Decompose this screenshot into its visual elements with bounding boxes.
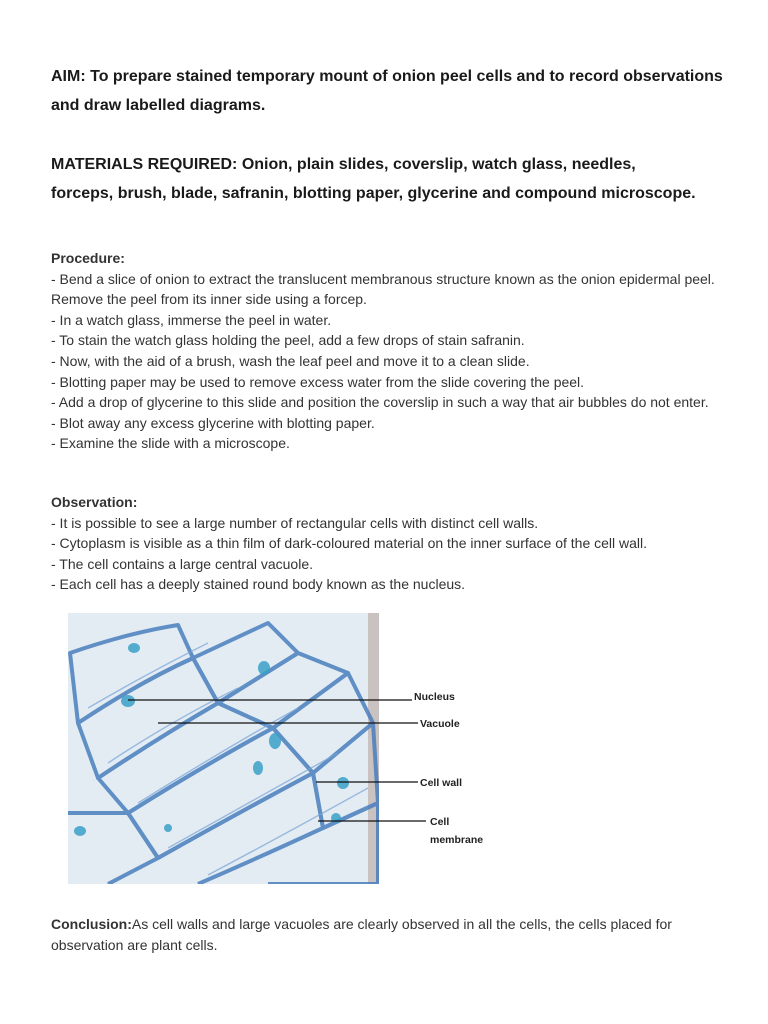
conclusion-heading: Conclusion: <box>51 916 132 932</box>
label-cell-membrane-line2: membrane <box>430 834 484 846</box>
procedure-step: - Blot away any excess glycerine with blotting paper. <box>51 414 375 431</box>
observation-point: - Cytoplasm is visible as a thin film of dark-coloured material on the inner surface of the cell wall. <box>51 535 648 552</box>
aim-heading: AIM: To prepare stained temporary mount of onion peel cells and to record observations and draw labelled diagrams. <box>51 68 723 114</box>
procedure-step: - Examine the slide with a microscope. <box>51 435 290 452</box>
procedure-step: - Blotting paper may be used to remove excess water from the slide covering the peel. <box>51 373 585 390</box>
observation-point: - It is possible to see a large number of rectangular cells with distinct cell walls. <box>51 514 539 531</box>
procedure-step: - In a watch glass, immerse the peel in water. <box>51 311 332 328</box>
micrograph-image <box>68 613 379 884</box>
label-cell-wall: Cell wall <box>420 777 463 789</box>
conclusion-text: As cell walls and large vacuoles are clearly observed in all the cells, the cells placed for observation are plant cells. <box>51 916 672 953</box>
observation-heading: Observation: <box>51 494 138 510</box>
observation-section <box>51 492 731 595</box>
materials-heading: MATERIALS REQUIRED: Onion, plain slides, coverslip, watch glass, needles, forceps, brush, blade, safranin, blotting paper, glycerine and compound microscope. <box>51 156 696 202</box>
procedure-step: - Add a drop of glycerine to this slide and position the coverslip in such a way that air bubbles do not enter. <box>51 394 709 411</box>
observation-point: - The cell contains a large central vacuole. <box>51 555 313 572</box>
label-cell-membrane-line1: Cell <box>430 816 450 828</box>
conclusion-paragraph <box>51 914 731 955</box>
procedure-section <box>51 248 731 454</box>
observation-point: - Each cell has a deeply stained round body known as the nucleus. <box>51 576 466 593</box>
label-nucleus: Nucleus <box>414 691 455 703</box>
procedure-step: - To stain the watch glass holding the peel, add a few drops of stain safranin. <box>51 332 525 349</box>
procedure-step: - Now, with the aid of a brush, wash the leaf peel and move it to a clean slide. <box>51 352 530 369</box>
procedure-heading: Procedure: <box>51 250 125 266</box>
onion-cell-diagram <box>68 613 508 885</box>
procedure-step: - Bend a slice of onion to extract the translucent membranous structure known as the onion epidermal peel. Remove the peel from its inner side using a forcep. <box>51 270 715 308</box>
label-vacuole: Vacuole <box>420 718 460 730</box>
